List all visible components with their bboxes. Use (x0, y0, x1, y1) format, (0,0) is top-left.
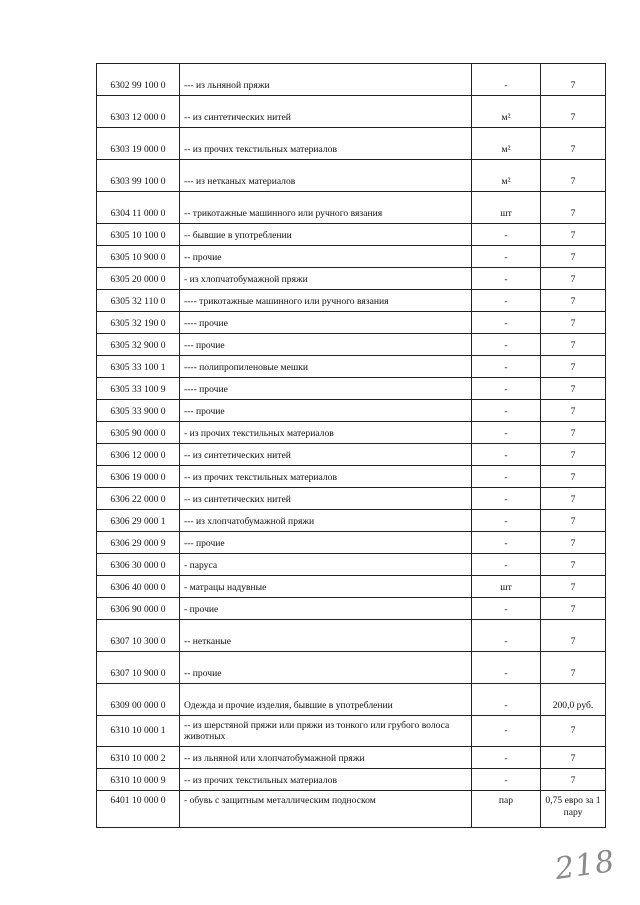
code-cell: 6303 19 000 0 (97, 128, 180, 160)
description-cell: ---- прочие (180, 378, 472, 400)
description-cell: -- из шерстяной пряжи или пряжи из тонкого или грубого волоса животных (180, 716, 472, 747)
description-cell: -- из синтетических нитей (180, 96, 472, 128)
rate-cell: 7 (541, 96, 606, 128)
code-cell: 6305 32 190 0 (97, 312, 180, 334)
unit-cell: м² (472, 160, 541, 192)
rate-cell: 7 (541, 444, 606, 466)
rate-cell: 7 (541, 290, 606, 312)
unit-cell: - (472, 620, 541, 652)
table-row (97, 128, 606, 160)
unit-cell: - (472, 334, 541, 356)
rate-cell: 7 (541, 554, 606, 576)
description-cell: -- трикотажные машинного или ручного вязания (180, 192, 472, 224)
rate-cell: 7 (541, 422, 606, 444)
rate-cell: 7 (541, 769, 606, 791)
table-row (97, 64, 606, 96)
description-cell: - из хлопчатобумажной пряжи (180, 268, 472, 290)
unit-cell: - (472, 378, 541, 400)
table-row (97, 488, 606, 510)
unit-cell: м² (472, 96, 541, 128)
unit-cell: - (472, 466, 541, 488)
description-cell: - матрацы надувные (180, 576, 472, 598)
table-row (97, 422, 606, 444)
unit-cell: - (472, 246, 541, 268)
rate-cell: 7 (541, 488, 606, 510)
rate-cell: 200,0 руб. (541, 684, 606, 716)
rate-cell: 7 (541, 356, 606, 378)
code-cell: 6310 10 000 2 (97, 747, 180, 769)
unit-cell: - (472, 554, 541, 576)
code-cell: 6306 40 000 0 (97, 576, 180, 598)
description-cell: Одежда и прочие изделия, бывшие в употреблении (180, 684, 472, 716)
unit-cell: - (472, 400, 541, 422)
table-row (97, 769, 606, 791)
code-cell: 6306 12 000 0 (97, 444, 180, 466)
unit-cell: - (472, 716, 541, 747)
description-cell: -- из синтетических нитей (180, 444, 472, 466)
table-row (97, 334, 606, 356)
code-cell: 6306 22 000 0 (97, 488, 180, 510)
table-row (97, 576, 606, 598)
code-cell: 6309 00 000 0 (97, 684, 180, 716)
unit-cell: - (472, 268, 541, 290)
table-row (97, 620, 606, 652)
rate-cell: 7 (541, 268, 606, 290)
unit-cell: - (472, 747, 541, 769)
description-cell: - прочие (180, 598, 472, 620)
rate-cell: 7 (541, 128, 606, 160)
description-cell: - паруса (180, 554, 472, 576)
code-cell: 6310 10 000 9 (97, 769, 180, 791)
table-row (97, 400, 606, 422)
code-cell: 6310 10 000 1 (97, 716, 180, 747)
rate-cell: 7 (541, 312, 606, 334)
table-row (97, 444, 606, 466)
rate-cell: 7 (541, 334, 606, 356)
rate-cell: 7 (541, 716, 606, 747)
code-cell: 6305 20 000 0 (97, 268, 180, 290)
unit-cell: - (472, 422, 541, 444)
table-row (97, 312, 606, 334)
code-cell: 6305 33 900 0 (97, 400, 180, 422)
unit-cell: - (472, 488, 541, 510)
table-row (97, 598, 606, 620)
description-cell: --- прочие (180, 334, 472, 356)
rate-cell: 0,75 евро за 1 пару (541, 791, 606, 828)
rate-cell: 7 (541, 747, 606, 769)
table-row (97, 96, 606, 128)
rate-cell: 7 (541, 378, 606, 400)
code-cell: 6307 10 900 0 (97, 652, 180, 684)
unit-cell: - (472, 684, 541, 716)
code-cell: 6305 10 900 0 (97, 246, 180, 268)
rate-cell: 7 (541, 652, 606, 684)
rate-cell: 7 (541, 466, 606, 488)
description-cell: -- из льняной или хлопчатобумажной пряжи (180, 747, 472, 769)
description-cell: -- прочие (180, 652, 472, 684)
description-cell: --- прочие (180, 400, 472, 422)
table-row (97, 224, 606, 246)
unit-cell: - (472, 769, 541, 791)
code-cell: 6305 32 110 0 (97, 290, 180, 312)
unit-cell: пар (472, 791, 541, 828)
unit-cell: - (472, 64, 541, 96)
rate-cell: 7 (541, 532, 606, 554)
unit-cell: - (472, 532, 541, 554)
unit-cell: - (472, 356, 541, 378)
code-cell: 6306 90 000 0 (97, 598, 180, 620)
table-row (97, 268, 606, 290)
code-cell: 6303 99 100 0 (97, 160, 180, 192)
table-row (97, 378, 606, 400)
description-cell: --- из нетканых материалов (180, 160, 472, 192)
description-cell: -- из синтетических нитей (180, 488, 472, 510)
description-cell: ---- трикотажные машинного или ручного вязания (180, 290, 472, 312)
description-cell: - обувь с защитным металлическим подноском (180, 791, 472, 828)
rate-cell: 7 (541, 598, 606, 620)
rate-cell: 7 (541, 620, 606, 652)
rate-cell: 7 (541, 400, 606, 422)
unit-cell: м² (472, 128, 541, 160)
tariff-table (96, 63, 606, 828)
code-cell: 6401 10 000 0 (97, 791, 180, 828)
code-cell: 6305 32 900 0 (97, 334, 180, 356)
code-cell: 6306 29 000 1 (97, 510, 180, 532)
table-row (97, 747, 606, 769)
description-cell: -- бывшие в употреблении (180, 224, 472, 246)
description-cell: -- из прочих текстильных материалов (180, 769, 472, 791)
code-cell: 6307 10 300 0 (97, 620, 180, 652)
rate-cell: 7 (541, 576, 606, 598)
code-cell: 6306 30 000 0 (97, 554, 180, 576)
unit-cell: шт (472, 192, 541, 224)
description-cell: -- прочие (180, 246, 472, 268)
table-row (97, 290, 606, 312)
description-cell: ---- прочие (180, 312, 472, 334)
table-row (97, 791, 606, 828)
code-cell: 6306 19 000 0 (97, 466, 180, 488)
unit-cell: - (472, 224, 541, 246)
code-cell: 6304 11 000 0 (97, 192, 180, 224)
table-row (97, 356, 606, 378)
code-cell: 6305 33 100 1 (97, 356, 180, 378)
unit-cell: - (472, 444, 541, 466)
tariff-table-body (97, 64, 606, 828)
code-cell: 6305 10 100 0 (97, 224, 180, 246)
code-cell: 6306 29 000 9 (97, 532, 180, 554)
description-cell: -- нетканые (180, 620, 472, 652)
code-cell: 6305 33 100 9 (97, 378, 180, 400)
description-cell: --- прочие (180, 532, 472, 554)
handwritten-page-number: 218 (552, 843, 618, 888)
unit-cell: шт (472, 576, 541, 598)
unit-cell: - (472, 510, 541, 532)
rate-cell: 7 (541, 510, 606, 532)
rate-cell: 7 (541, 224, 606, 246)
table-row (97, 554, 606, 576)
unit-cell: - (472, 652, 541, 684)
unit-cell: - (472, 312, 541, 334)
description-cell: -- из прочих текстильных материалов (180, 466, 472, 488)
code-cell: 6305 90 000 0 (97, 422, 180, 444)
table-row (97, 192, 606, 224)
rate-cell: 7 (541, 246, 606, 268)
description-cell: - из прочих текстильных материалов (180, 422, 472, 444)
description-cell: ---- полипропиленовые мешки (180, 356, 472, 378)
unit-cell: - (472, 290, 541, 312)
table-row (97, 532, 606, 554)
table-row (97, 684, 606, 716)
rate-cell: 7 (541, 64, 606, 96)
code-cell: 6302 99 100 0 (97, 64, 180, 96)
rate-cell: 7 (541, 160, 606, 192)
description-cell: --- из хлопчатобумажной пряжи (180, 510, 472, 532)
table-row (97, 652, 606, 684)
description-cell: -- из прочих текстильных материалов (180, 128, 472, 160)
description-cell: --- из льняной пряжи (180, 64, 472, 96)
table-row (97, 716, 606, 747)
table-row (97, 510, 606, 532)
table-row (97, 160, 606, 192)
table-row (97, 246, 606, 268)
unit-cell: - (472, 598, 541, 620)
table-row (97, 466, 606, 488)
rate-cell: 7 (541, 192, 606, 224)
code-cell: 6303 12 000 0 (97, 96, 180, 128)
